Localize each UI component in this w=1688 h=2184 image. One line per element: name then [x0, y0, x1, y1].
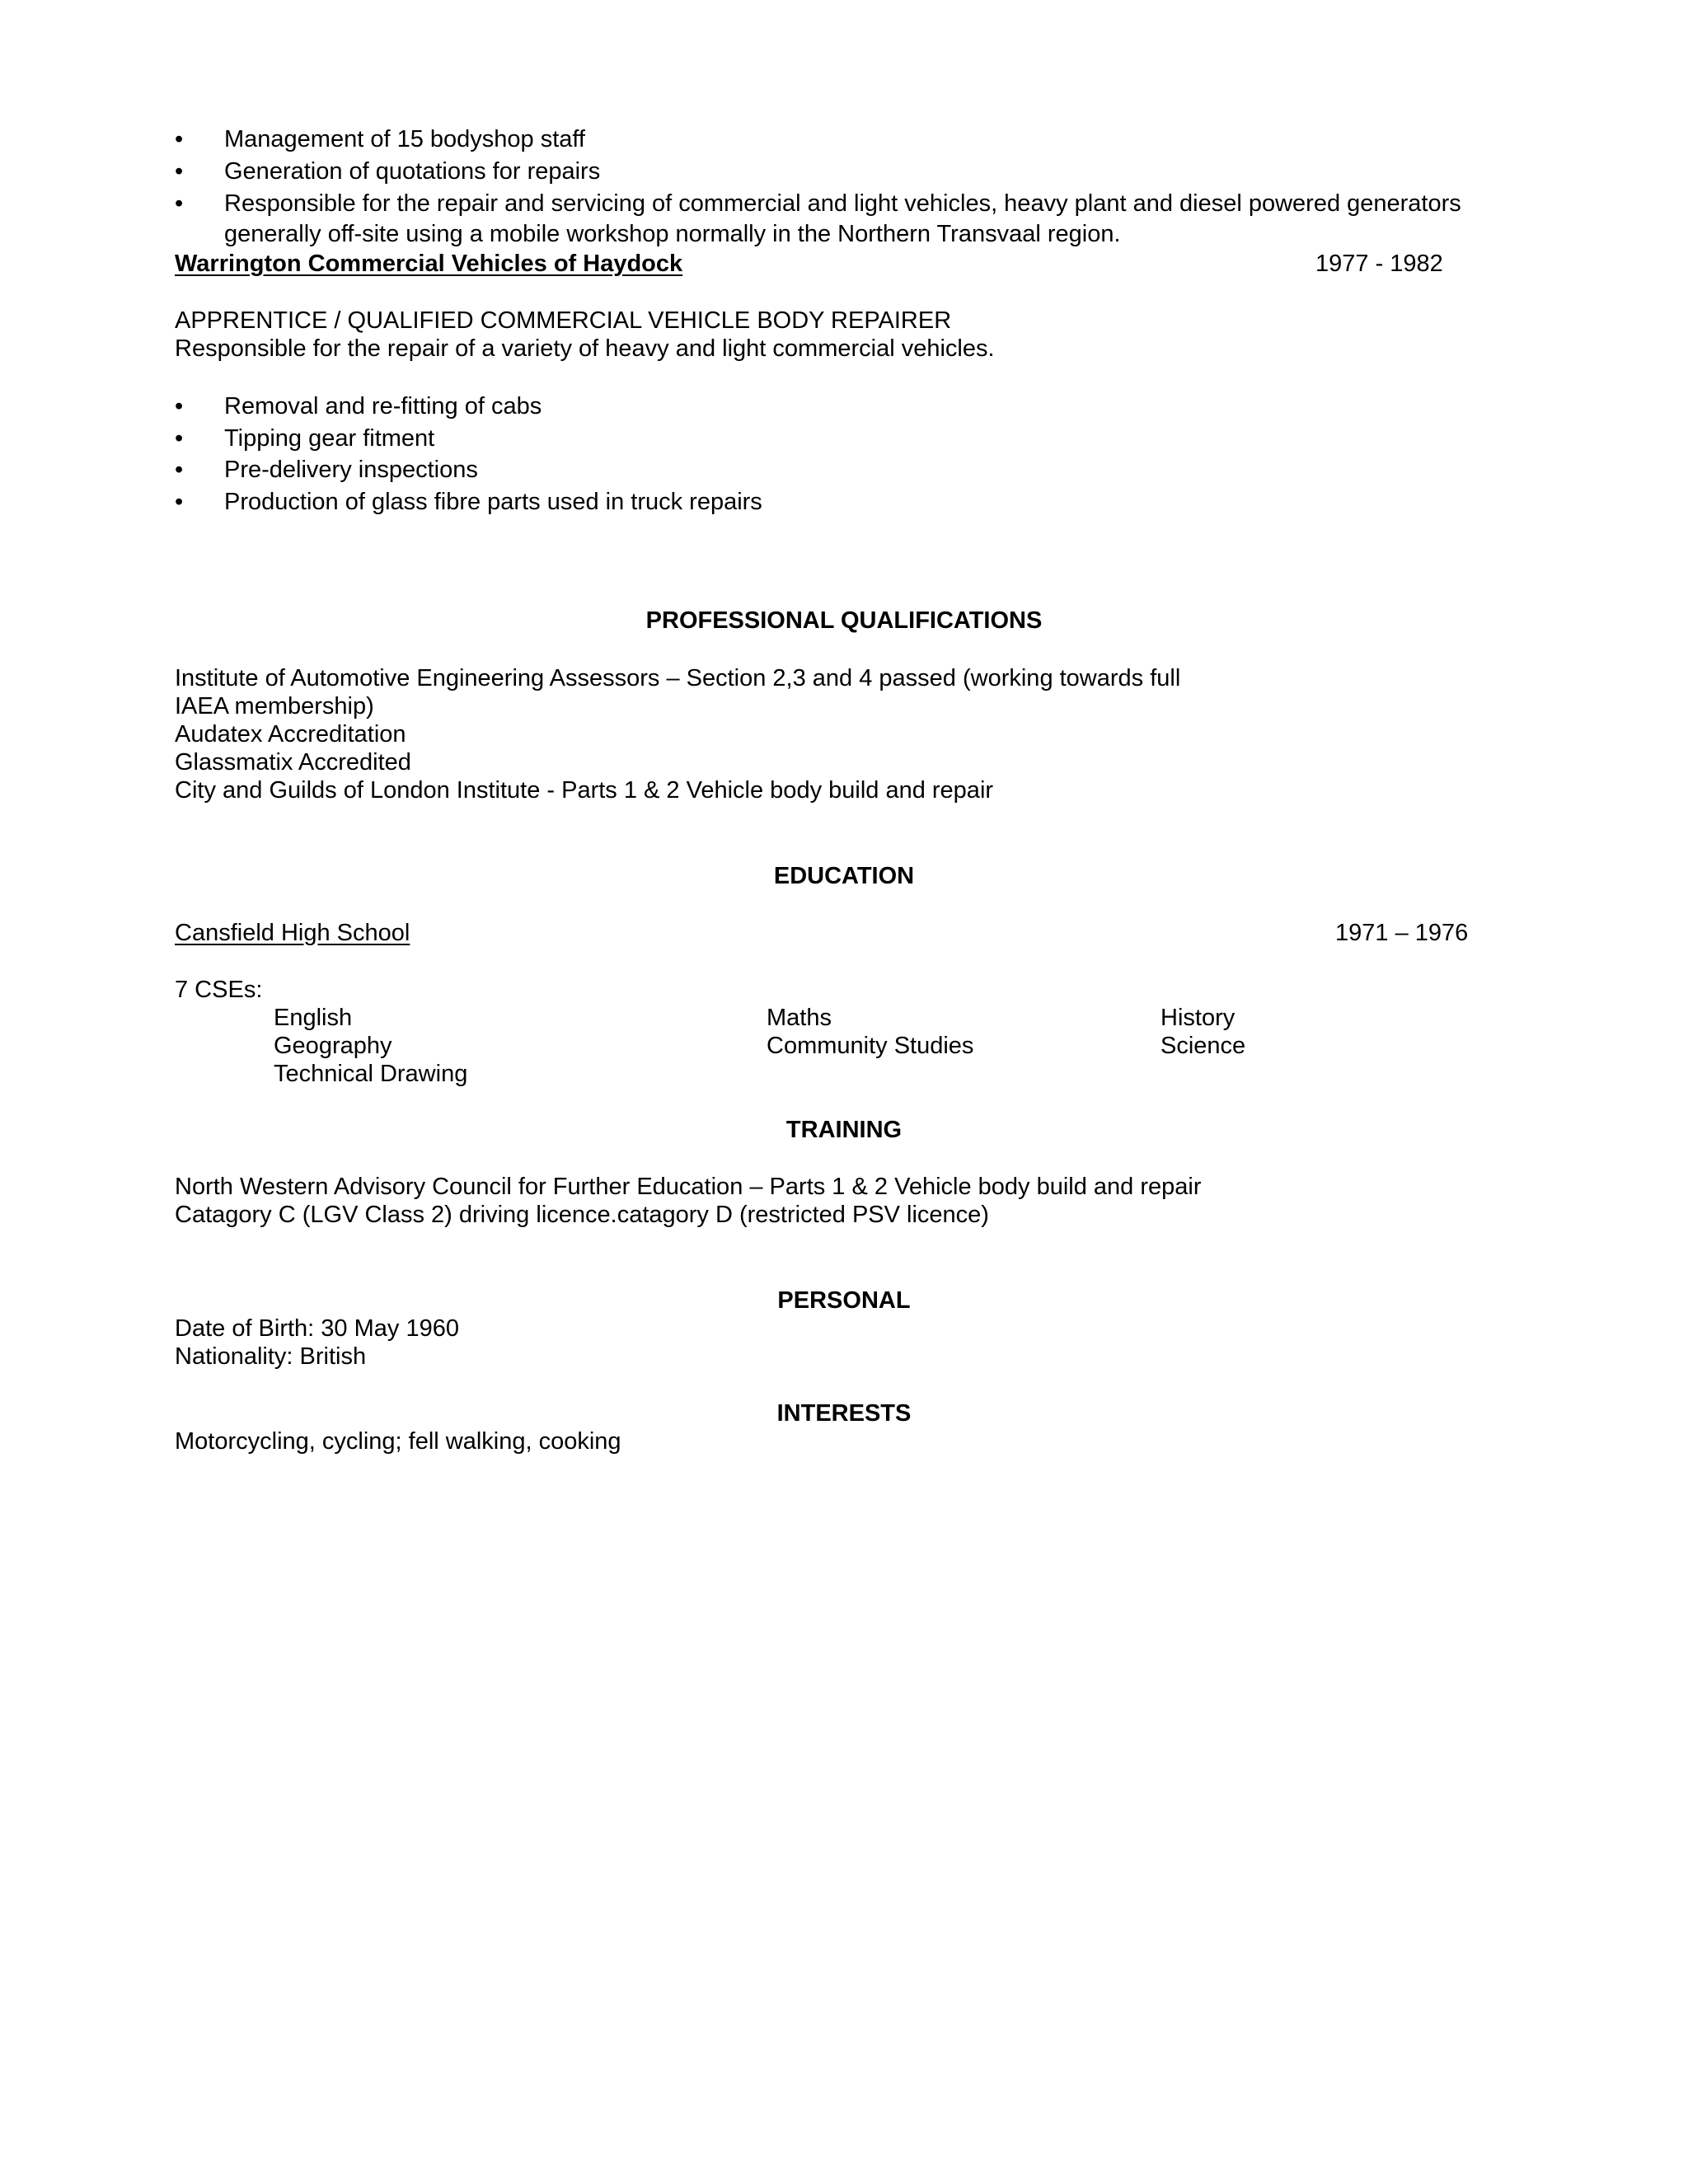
bullet-icon: • [175, 425, 184, 452]
interests-text: Motorcycling, cycling; fell walking, cooking [175, 1428, 621, 1455]
subject: History [1160, 1005, 1236, 1031]
personal-heading: PERSONAL [777, 1287, 911, 1314]
training-line: Catagory C (LGV Class 2) driving licence.catagory D (restricted PSV licence) [175, 1202, 989, 1228]
list-item-continuation: generally off-site using a mobile workshop normally in the Northern Transvaal region. [224, 221, 1121, 247]
cse-label: 7 CSEs: [175, 977, 263, 1003]
list-item: • Responsible for the repair and servicing of commercial and light vehicles, heavy plant and diesel powered generators [175, 190, 1461, 217]
education-dates: 1971 – 1976 [1335, 920, 1469, 946]
school-name: Cansfield High School [175, 920, 410, 946]
bullet-icon: • [175, 457, 184, 483]
bullet-icon: • [175, 393, 184, 419]
previous-job-duties [175, 125, 1461, 250]
list-item: • Tipping gear fitment [175, 425, 435, 452]
subject: Community Studies [767, 1033, 974, 1059]
subject: Maths [767, 1005, 832, 1031]
employer-name: Warrington Commercial Vehicles of Haydock [175, 251, 683, 277]
job-title: APPRENTICE / QUALIFIED COMMERCIAL VEHICLE BODY REPAIRER [175, 307, 952, 334]
subject: English [274, 1005, 353, 1031]
list-item: • Removal and re-fitting of cabs [175, 393, 542, 419]
qualification-line: City and Guilds of London Institute - Parts 1 & 2 Vehicle body build and repair [175, 777, 994, 804]
bullet-icon: • [175, 126, 184, 152]
nationality: Nationality: British [175, 1343, 367, 1370]
qualification-line: IAEA membership) [175, 693, 374, 719]
bullet-icon: • [175, 158, 184, 185]
job-summary: Responsible for the repair of a variety of heavy and light commercial vehicles. [175, 335, 995, 362]
job-duties [175, 392, 762, 519]
subject: Science [1160, 1033, 1246, 1059]
list-item: • Generation of quotations for repairs [175, 158, 601, 185]
education-heading: EDUCATION [773, 863, 915, 889]
employment-dates: 1977 - 1982 [1315, 251, 1443, 277]
subject: Technical Drawing [274, 1061, 468, 1087]
list-item: • Pre-delivery inspections [175, 457, 478, 483]
training-line: North Western Advisory Council for Further Education – Parts 1 & 2 Vehicle body build and repair [175, 1174, 1202, 1200]
training-heading: TRAINING [785, 1117, 903, 1143]
list-item: • Management of 15 bodyshop staff [175, 126, 585, 152]
date-of-birth: Date of Birth: 30 May 1960 [175, 1315, 459, 1342]
qualification-line: Institute of Automotive Engineering Assessors – Section 2,3 and 4 passed (working towards full [175, 665, 1181, 691]
qualification-line: Glassmatix Accredited [175, 749, 411, 776]
interests-heading: INTERESTS [776, 1400, 912, 1427]
bullet-icon: • [175, 489, 184, 515]
bullet-icon: • [175, 190, 184, 217]
subject: Geography [274, 1033, 392, 1059]
qualification-line: Audatex Accreditation [175, 721, 406, 748]
qualifications-heading: PROFESSIONAL QUALIFICATIONS [645, 607, 1043, 634]
list-item: • Production of glass fibre parts used in truck repairs [175, 489, 762, 515]
